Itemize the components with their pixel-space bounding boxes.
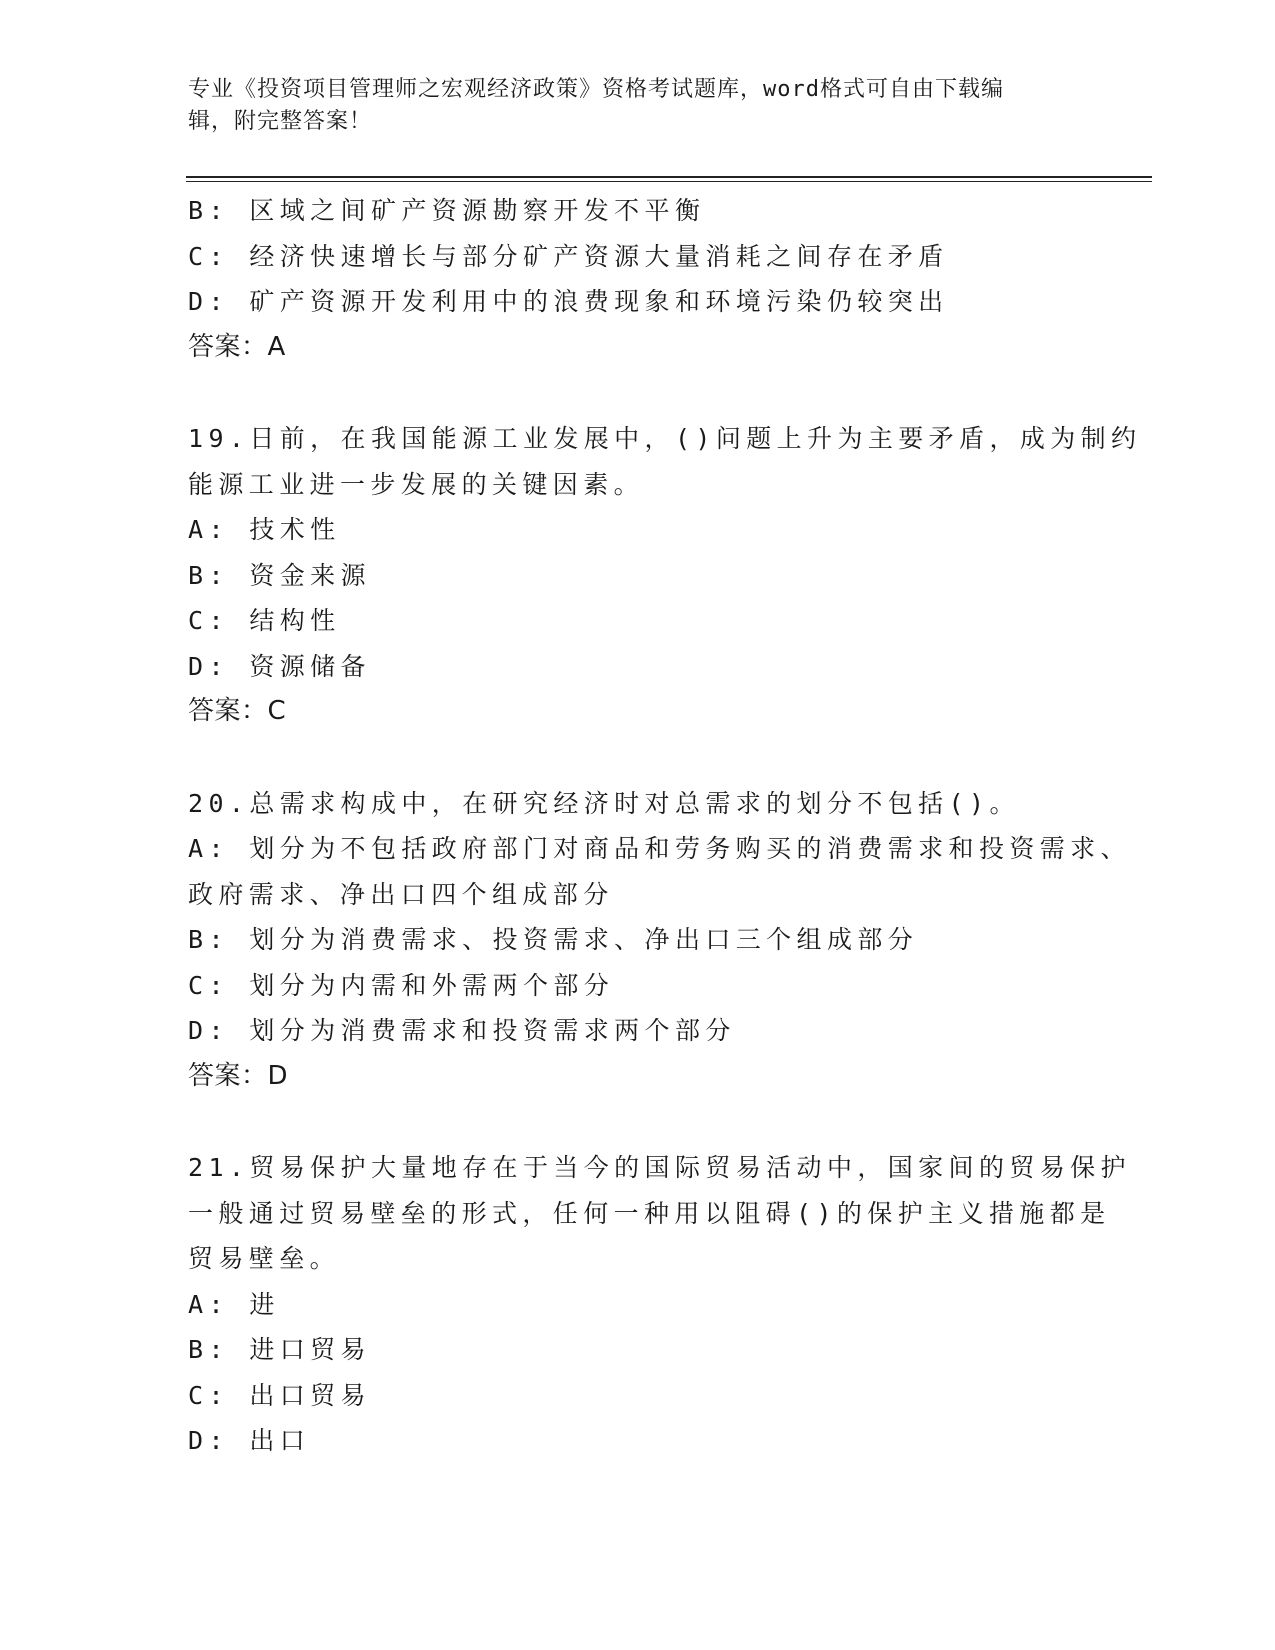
option-a: A: 进 [188, 1289, 280, 1319]
option-b: B: 区域之间矿产资源勘察开发不平衡 [188, 196, 706, 225]
answer-line: 答案：C [188, 696, 287, 726]
question-19 [188, 416, 1142, 735]
option-b: B: 进口贸易 [188, 1335, 371, 1364]
option-a: A: 划分为不包括政府部门对商品和劳务购买的消费需求和投资需求、 [188, 834, 1131, 863]
answer-line: 答案：A [188, 331, 286, 362]
question-list [188, 188, 1142, 1464]
option-b: B: 划分为消费需求、投资需求、净出口三个组成部分 [188, 925, 919, 954]
option-c: C: 出口贸易 [188, 1380, 371, 1410]
question-stem-line: 能源工业进一步发展的关键因素。 [188, 469, 645, 499]
question-stem-line: 贸易壁垒。 [188, 1244, 341, 1273]
answer-line: 答案：D [188, 1060, 289, 1091]
question-20 [188, 781, 1131, 1100]
option-a-continued: 政府需求、净出口四个组成部分 [188, 879, 614, 909]
question-stem-line: 21.贸易保护大量地存在于当今的国际贸易活动中，国家间的贸易保护 [188, 1153, 1131, 1182]
option-d: D: 矿产资源开发利用中的浪费现象和环境污染仍较突出 [188, 287, 949, 316]
option-b: B: 资金来源 [188, 560, 371, 590]
question-stem-line: 一般通过贸易壁垒的形式，任何一种用以阻碍()的保护主义措施都是 [188, 1198, 1111, 1228]
question-stem-line: 19.日前，在我国能源工业发展中，()问题上升为主要矛盾，成为制约 [188, 424, 1142, 453]
question-partial [188, 188, 1088, 370]
question-21 [188, 1145, 1131, 1464]
option-d: D: 划分为消费需求和投资需求两个部分 [188, 1016, 736, 1045]
document-header [188, 74, 1068, 138]
option-c: C: 划分为内需和外需两个部分 [188, 970, 615, 1000]
option-c: C: 经济快速增长与部分矿产资源大量消耗之间存在矛盾 [188, 241, 949, 271]
option-d: D: 资源储备 [188, 651, 371, 681]
header-line-2: 辑，附完整答案！ [188, 109, 373, 134]
option-a: A: 技术性 [188, 515, 341, 544]
option-d: D: 出口 [188, 1426, 311, 1455]
option-c: C: 结构性 [188, 606, 341, 635]
header-line-1: 专业《投资项目管理师之宏观经济政策》资格考试题库，word格式可自由下载编 [188, 77, 1004, 102]
header-divider-thin [186, 181, 1152, 182]
header-divider [186, 176, 1152, 178]
question-stem-line: 20.总需求构成中，在研究经济时对总需求的划分不包括()。 [188, 788, 1020, 818]
